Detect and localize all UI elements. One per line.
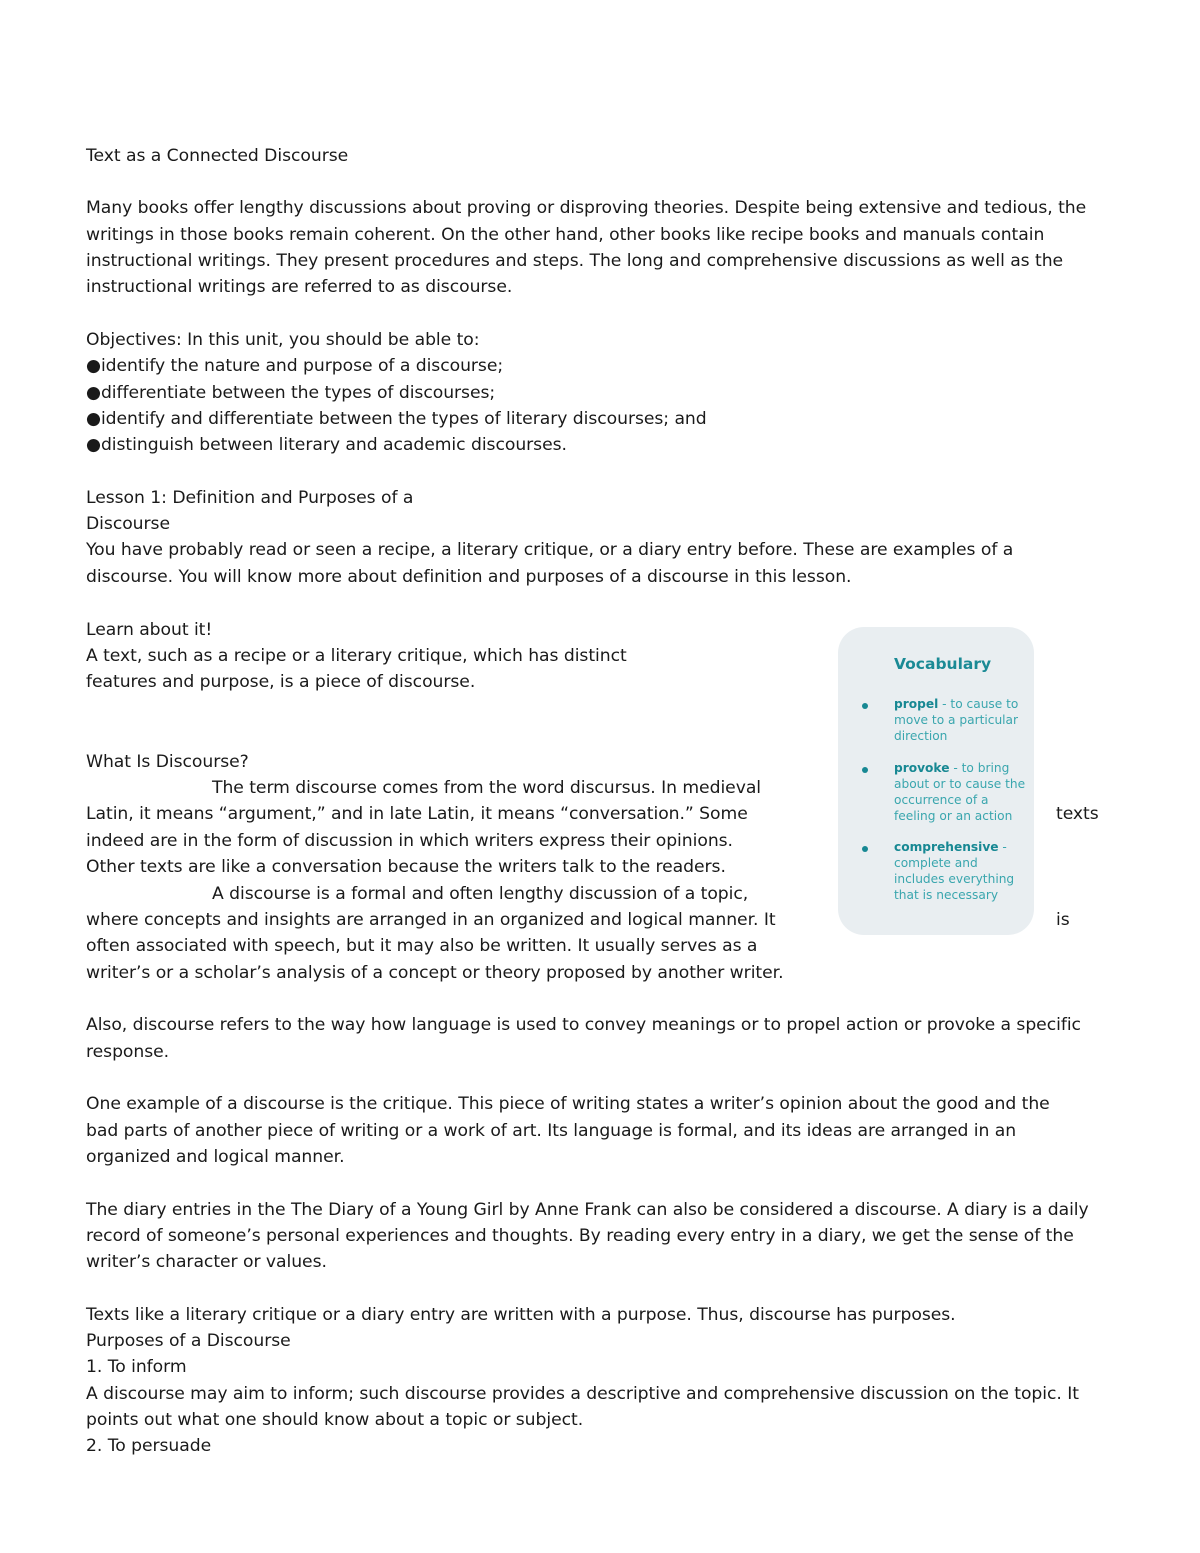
intro-line: Many books offer lengthy discussions about proving or disproving theories. Despite being extensive and tedious, the	[86, 198, 1087, 218]
lesson-intro-line: discourse. You will know more about definition and purposes of a discourse in this lesson.	[86, 567, 852, 587]
purpose-1-heading: 1. To inform	[86, 1357, 187, 1377]
objective-item: ●identify and differentiate between the types of literary discourses; and	[86, 409, 707, 429]
vocabulary-item	[894, 696, 1030, 744]
also-line: Also, discourse refers to the way how language is used to convey meanings or to propel action or provoke a specific	[86, 1015, 1081, 1035]
critique-line: One example of a discourse is the critique. This piece of writing states a writer’s opinion about the good and the	[86, 1094, 1050, 1114]
intro-line: instructional writings. They present procedures and steps. The long and comprehensive discussions as well as the	[86, 251, 1064, 271]
intro-line: writings in those books remain coherent. On the other hand, other books like recipe books and manuals contain	[86, 225, 1045, 245]
what-line: writer’s or a scholar’s analysis of a concept or theory proposed by another writer.	[86, 963, 784, 983]
also-line: response.	[86, 1042, 170, 1062]
objective-item: ●identify the nature and purpose of a discourse;	[86, 356, 504, 376]
objectives-heading: Objectives: In this unit, you should be able to:	[86, 330, 480, 350]
vocabulary-term: provoke	[894, 761, 950, 775]
intro-line: instructional writings are referred to as discourse.	[86, 277, 513, 297]
what-line: Other texts are like a conversation because the writers talk to the readers.	[86, 857, 726, 877]
diary-line: writer’s character or values.	[86, 1252, 327, 1272]
vocabulary-term: propel	[894, 697, 939, 711]
critique-line: bad parts of another piece of writing or a work of art. Its language is formal, and its ideas are arranged in an	[86, 1121, 1017, 1141]
what-line: indeed are in the form of discussion in which writers express their opinions.	[86, 831, 733, 851]
learn-text-line: A text, such as a recipe or a literary critique, which has distinct	[86, 646, 627, 666]
learn-heading: Learn about it!	[86, 620, 213, 640]
document-title: Text as a Connected Discourse	[86, 146, 349, 166]
lesson-title: Lesson 1: Definition and Purposes of a	[86, 488, 414, 508]
purpose-2-heading: 2. To persuade	[86, 1436, 212, 1456]
what-line: Latin, it means “argument,” and in late Latin, it means “conversation.” Some	[86, 804, 748, 824]
objective-item: ●distinguish between literary and academic discourses.	[86, 435, 567, 455]
purposes-heading: Purposes of a Discourse	[86, 1331, 291, 1351]
diary-line: The diary entries in the The Diary of a Young Girl by Anne Frank can also be considered a discourse. A diary is a daily	[86, 1200, 1089, 1220]
inform-line: A discourse may aim to inform; such discourse provides a descriptive and comprehensive discussion on the topic. It	[86, 1384, 1079, 1404]
vocabulary-definition: - to bring about or to cause the occurrence of a feeling or an action	[894, 761, 1026, 823]
inform-line: points out what one should know about a topic or subject.	[86, 1410, 584, 1430]
vocabulary-item	[894, 760, 1030, 824]
objective-item: ●differentiate between the types of discourses;	[86, 383, 496, 403]
vocabulary-title: Vocabulary	[894, 655, 992, 673]
lesson-title-continued: Discourse	[86, 514, 170, 534]
vocabulary-definition: - complete and includes everything that is necessary	[894, 840, 1015, 902]
bullet-icon	[862, 846, 868, 852]
learn-text-line: features and purpose, is a piece of discourse.	[86, 672, 476, 692]
orphan-word-is: is	[1056, 910, 1070, 930]
what-line: A discourse is a formal and often lengthy discussion of a topic,	[212, 884, 749, 904]
what-heading: What Is Discourse?	[86, 752, 249, 772]
vocabulary-box	[838, 627, 1034, 935]
what-line: often associated with speech, but it may also be written. It usually serves as a	[86, 936, 758, 956]
what-line: The term discourse comes from the word discursus. In medieval	[212, 778, 762, 798]
vocabulary-definition: - to cause to move to a particular direction	[894, 697, 1019, 743]
bullet-icon	[862, 703, 868, 709]
lesson-intro-line: You have probably read or seen a recipe, a literary critique, or a diary entry before. These are examples of a	[86, 540, 1014, 560]
vocabulary-term: comprehensive	[894, 840, 999, 854]
texts-paragraph: Texts like a literary critique or a diary entry are written with a purpose. Thus, discourse has purposes.	[86, 1305, 956, 1325]
what-line: where concepts and insights are arranged in an organized and logical manner. It	[86, 910, 776, 930]
diary-line: record of someone’s personal experiences and thoughts. By reading every entry in a diary, we get the sense of the	[86, 1226, 1074, 1246]
orphan-word-texts: texts	[1056, 804, 1099, 824]
bullet-icon	[862, 767, 868, 773]
vocabulary-item	[894, 839, 1030, 903]
critique-line: organized and logical manner.	[86, 1147, 345, 1167]
